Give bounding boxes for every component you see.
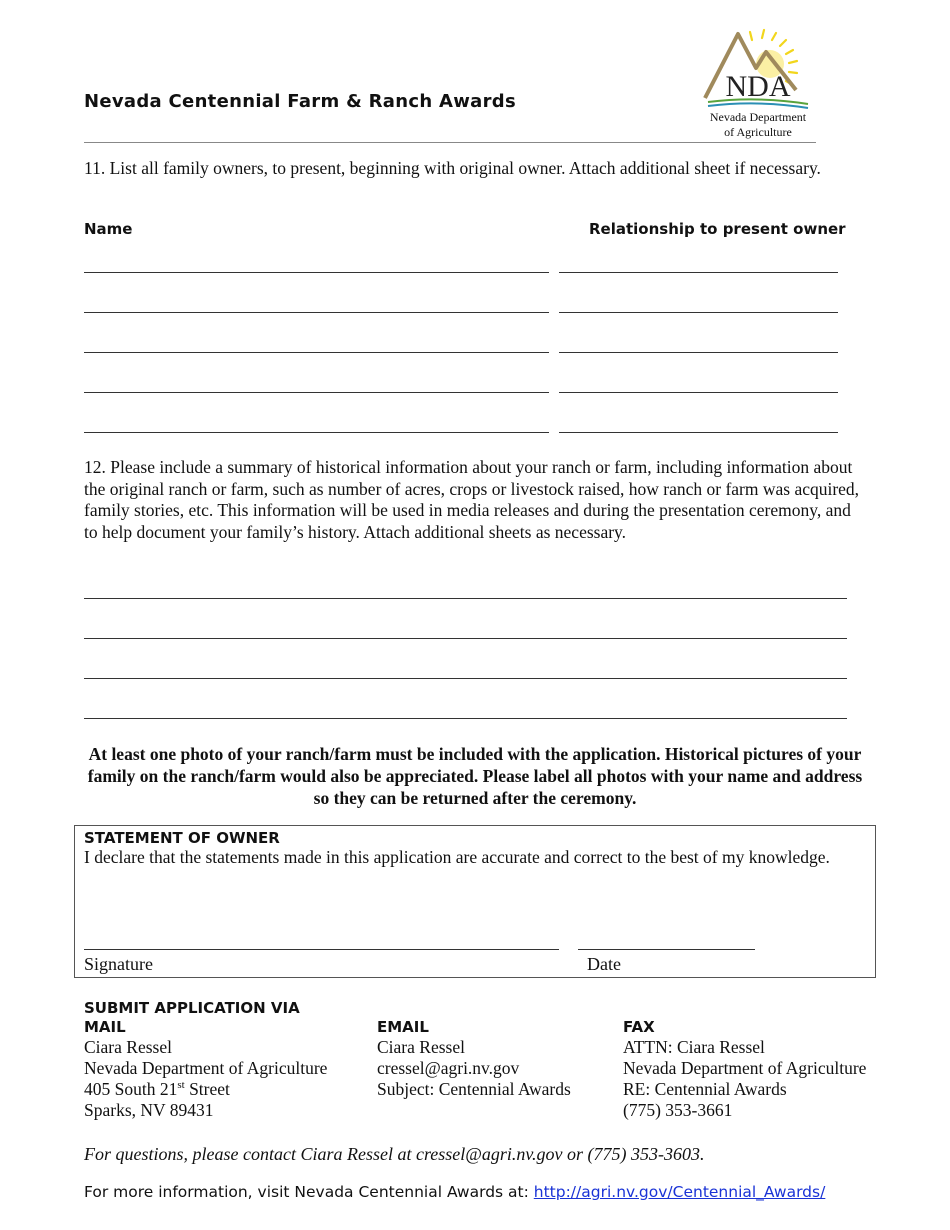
fax-attn: ATTN: Ciara Ressel bbox=[623, 1037, 765, 1057]
fax-number: (775) 353-3661 bbox=[623, 1100, 733, 1120]
owner-name-field[interactable] bbox=[84, 432, 549, 433]
questions-contact: For questions, please contact Ciara Ressel at cressel@agri.nv.gov or (775) 353-3603. bbox=[84, 1144, 705, 1164]
more-info-text: For more information, visit Nevada Centennial Awards at: bbox=[84, 1183, 534, 1201]
owner-relationship-field[interactable] bbox=[559, 392, 838, 393]
email-details bbox=[377, 1037, 571, 1100]
date-field[interactable] bbox=[578, 949, 755, 950]
question-12: 12. Please include a summary of historical information about your ranch or farm, including information about the original ranch or farm, such as number of acres, crops or livestock raised, how ranch or farm was acquired, family stories, etc. This information will be used in media releases and during the presentation ceremony, and to help document your family’s history. Attach additional sheets as necessary. bbox=[84, 457, 860, 542]
date-label: Date bbox=[587, 954, 621, 974]
submit-heading: SUBMIT APPLICATION VIA bbox=[84, 999, 300, 1017]
logo-caption-line2: of Agriculture bbox=[724, 125, 792, 139]
relationship-column-header: Relationship to present owner bbox=[589, 220, 846, 238]
owner-relationship-field[interactable] bbox=[559, 432, 838, 433]
owner-name-field[interactable] bbox=[84, 272, 549, 273]
mail-organization: Nevada Department of Agriculture bbox=[84, 1058, 328, 1078]
name-column-header: Name bbox=[84, 220, 133, 238]
owner-relationship-field[interactable] bbox=[559, 352, 838, 353]
owner-name-field[interactable] bbox=[84, 312, 549, 313]
logo-letters: NDA bbox=[725, 70, 791, 103]
owner-relationship-field[interactable] bbox=[559, 312, 838, 313]
header-divider bbox=[84, 142, 816, 143]
history-summary-line[interactable] bbox=[84, 718, 847, 719]
owner-statement-heading: STATEMENT OF OWNER bbox=[84, 829, 280, 847]
question-11: 11. List all family owners, to present, beginning with original owner. Attach additional sheet if necessary. bbox=[84, 158, 821, 178]
mail-heading: MAIL bbox=[84, 1018, 126, 1036]
email-recipient: Ciara Ressel bbox=[377, 1037, 465, 1057]
history-summary-line[interactable] bbox=[84, 598, 847, 599]
mail-city: Sparks, NV 89431 bbox=[84, 1100, 214, 1120]
mail-recipient: Ciara Ressel bbox=[84, 1037, 172, 1057]
fax-heading: FAX bbox=[623, 1018, 655, 1036]
signature-label: Signature bbox=[84, 954, 153, 974]
owner-relationship-field[interactable] bbox=[559, 272, 838, 273]
email-heading: EMAIL bbox=[377, 1018, 429, 1036]
history-summary-line[interactable] bbox=[84, 678, 847, 679]
email-subject: Subject: Centennial Awards bbox=[377, 1079, 571, 1099]
more-info bbox=[84, 1183, 825, 1201]
logo-caption-line1: Nevada Department bbox=[709, 110, 807, 124]
owner-name-field[interactable] bbox=[84, 392, 549, 393]
email-address: cressel@agri.nv.gov bbox=[377, 1058, 520, 1078]
fax-details bbox=[623, 1037, 866, 1121]
history-summary-line[interactable] bbox=[84, 638, 847, 639]
fax-re: RE: Centennial Awards bbox=[623, 1079, 787, 1099]
page-title: Nevada Centennial Farm & Ranch Awards bbox=[84, 91, 516, 112]
mail-street: 405 South 21st Street bbox=[84, 1079, 230, 1099]
mail-address bbox=[84, 1037, 327, 1121]
signature-field[interactable] bbox=[84, 949, 559, 950]
owner-statement-text: I declare that the statements made in this application are accurate and correct to the best of my knowledge. bbox=[84, 847, 830, 867]
photo-requirement-note: At least one photo of your ranch/farm must be included with the application. Historical pictures of your family on the ranch/farm would also be appreciated. Please label all photos with your name and address so they can be returned after the ceremony. bbox=[87, 744, 863, 808]
centennial-awards-link[interactable]: http://agri.nv.gov/Centennial_Awards/ bbox=[533, 1183, 826, 1201]
fax-organization: Nevada Department of Agriculture bbox=[623, 1058, 867, 1078]
owner-name-field[interactable] bbox=[84, 352, 549, 353]
